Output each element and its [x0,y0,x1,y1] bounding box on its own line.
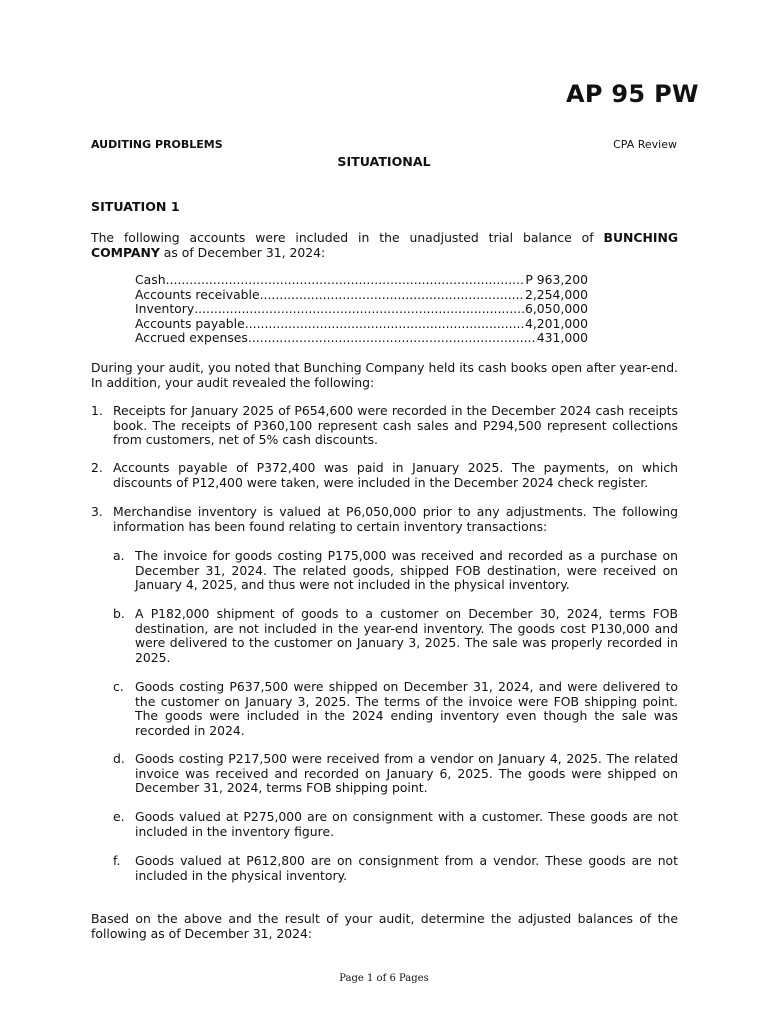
item-text: Goods valued at P275,000 are on consignment with a customer. These goods are not included in the inventory figure. [135,809,678,839]
document-code: AP 95 PW [566,80,699,108]
intro-text-end: as of December 31, 2024: [159,244,326,260]
leader-dots [194,302,525,317]
item-letter: e. [113,809,125,824]
situation-heading: SITUATION 1 [91,199,180,214]
item-letter: d. [113,751,125,766]
item-text: The invoice for goods costing P175,000 was received and recorded as a purchase on December 31, 2024. The related goods, shipped FOB destination, were received on January 4, 2025, and thus were not included in the physical inventory. [135,548,678,593]
inventory-item [113,810,678,839]
account-label: Inventory [135,301,195,317]
account-row [135,317,588,332]
account-amount: 4,201,000 [524,315,588,331]
course-heading: CPA Review [613,138,677,151]
account-row [135,302,588,317]
finding-item [91,505,678,534]
finding-number: 2. [91,460,103,475]
finding-text: Merchandise inventory is valued at P6,050,000 prior to any adjustments. The following information has been found relating to certain inventory transactions: [113,504,678,534]
item-text: A P182,000 shipment of goods to a customer on December 30, 2024, terms FOB destination, are not included in the year-end inventory. The goods cost P130,000 and were delivered to the customer on January 3, 2025. The sale was properly recorded in 2025. [135,606,678,665]
finding-number: 3. [91,504,103,519]
inventory-item [113,854,678,883]
leader-dots [166,273,526,288]
inventory-item [113,752,678,796]
closing-paragraph: Based on the above and the result of your audit, determine the adjusted balances of the following as of December 31, 2024: [91,911,678,941]
account-amount: 431,000 [536,330,588,346]
account-amount: 2,254,000 [524,286,588,302]
account-label: Cash [135,272,166,287]
finding-text: Accounts payable of P372,400 was paid in January 2025. The payments, on which discounts of P12,400 were taken, were included in the December 2024 check register. [113,460,678,490]
item-letter: b. [113,606,125,621]
leader-dots [245,317,525,332]
item-letter: a. [113,548,125,563]
account-row [135,288,588,303]
company-name: BUNCHING COMPANY [91,230,678,260]
account-label: Accounts receivable [135,286,260,302]
subject-heading: AUDITING PROBLEMS [91,138,223,151]
audit-paragraph: During your audit, you noted that Bunching Company held its cash books open after year-end. In addition, your audit revealed the following: [91,360,678,390]
account-row [135,273,588,288]
item-letter: f. [113,853,121,868]
inventory-item [113,607,678,665]
inventory-item [113,680,678,738]
account-amount: P 963,200 [525,272,588,287]
page-number: Page 1 of 6 Pages [339,973,429,984]
finding-item [91,404,678,448]
trial-balance-list [135,273,588,346]
intro-text: The following accounts were included in the unadjusted trial balance of [91,230,604,245]
inventory-item [113,549,678,593]
account-label: Accrued expenses [135,330,248,346]
finding-text: Receipts for January 2025 of P654,600 were recorded in the December 2024 cash receipts book. The receipts of P360,100 represent cash sales and P294,500 represent collections from customers, net of 5% cash discounts. [113,403,678,448]
account-label: Accounts payable [135,315,245,331]
account-row [135,331,588,346]
item-text: Goods costing P637,500 were shipped on December 31, 2024, and were delivered to the customer on January 3, 2025. The terms of the invoice were FOB shipping point. The goods were included in the 2024 ending inventory even though the sale was recorded in 2024. [135,679,678,738]
item-text: Goods costing P217,500 were received from a vendor on January 4, 2025. The related invoice was received and recorded on January 6, 2025. The goods were shipped on December 31, 2024, terms FOB shipping point. [135,751,678,796]
account-amount: 6,050,000 [524,301,588,317]
leader-dots [248,331,537,346]
finding-number: 1. [91,403,103,418]
item-text: Goods valued at P612,800 are on consignment from a vendor. These goods are not included in the physical inventory. [135,853,678,883]
leader-dots [260,288,525,303]
intro-paragraph [91,231,678,260]
finding-item [91,461,678,490]
page-title: SITUATIONAL [337,154,431,169]
item-letter: c. [113,679,124,694]
